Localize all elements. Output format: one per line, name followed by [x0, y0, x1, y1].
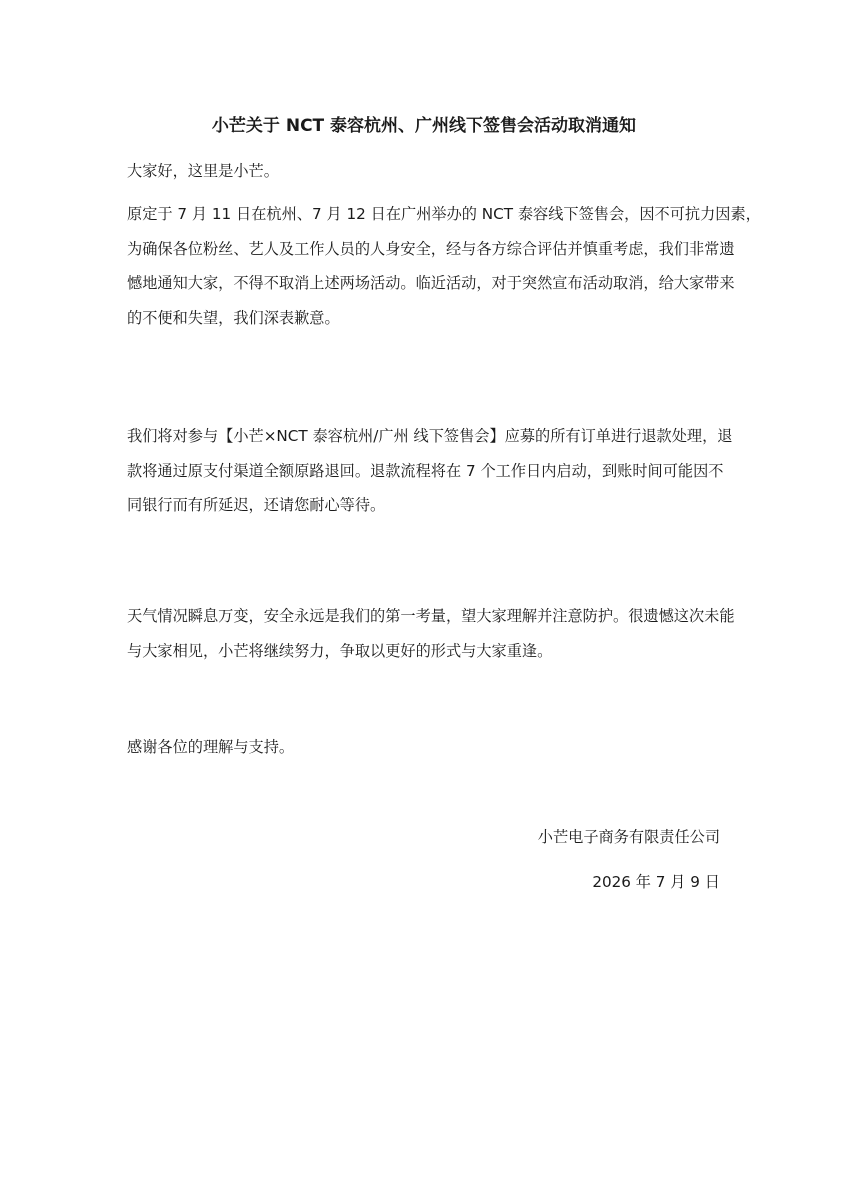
signature-company: 小芒电子商务有限责任公司 — [537, 828, 720, 846]
refund-paragraph — [127, 419, 733, 523]
paragraph-line: 我们将对参与【小芒×NCT 泰容杭州/广州 线下签售会】应募的所有订单进行退款处理，退 — [127, 427, 733, 445]
paragraph-line: 为确保各位粉丝、艺人及工作人员的人身安全，经与各方综合评估并慎重考虑，我们非常遗 — [127, 239, 735, 258]
greeting-line: 大家好，这里是小芒。 — [127, 162, 279, 180]
paragraph-line: 憾地通知大家，不得不取消上述两场活动。临近活动，对于突然宣布活动取消，给大家带来 — [127, 274, 735, 292]
paragraph-line: 同银行而有所延迟，还请您耐心等待。 — [127, 496, 386, 514]
signature-date: 2026 年 7 月 9 日 — [592, 873, 720, 891]
paragraph-line: 的不便和失望，我们深表歉意。 — [127, 308, 340, 327]
paragraph-line: 款将通过原支付渠道全额原路退回。退款流程将在 7 个工作日内启动，到账时间可能因不 — [127, 461, 724, 480]
paragraph-line: 与大家相见，小芒将继续努力，争取以更好的形式与大家重逢。 — [127, 641, 553, 660]
thanks-paragraph — [127, 730, 725, 765]
greeting-paragraph — [127, 154, 725, 189]
paragraph-line: 天气情况瞬息万变，安全永远是我们的第一考量，望大家理解并注意防护。很遗憾这次未能 — [127, 607, 735, 625]
thanks-line: 感谢各位的理解与支持。 — [127, 738, 295, 756]
safety-paragraph — [127, 599, 735, 668]
paragraph-line: 原定于 7 月 11 日在杭州、7 月 12 日在广州举办的 NCT 泰容线下签售会，因不可抗力因素， — [127, 205, 761, 223]
document-title: 小芒关于 NCT 泰容杭州、广州线下签售会活动取消通知 — [211, 116, 637, 136]
cancellation-paragraph — [127, 197, 761, 335]
